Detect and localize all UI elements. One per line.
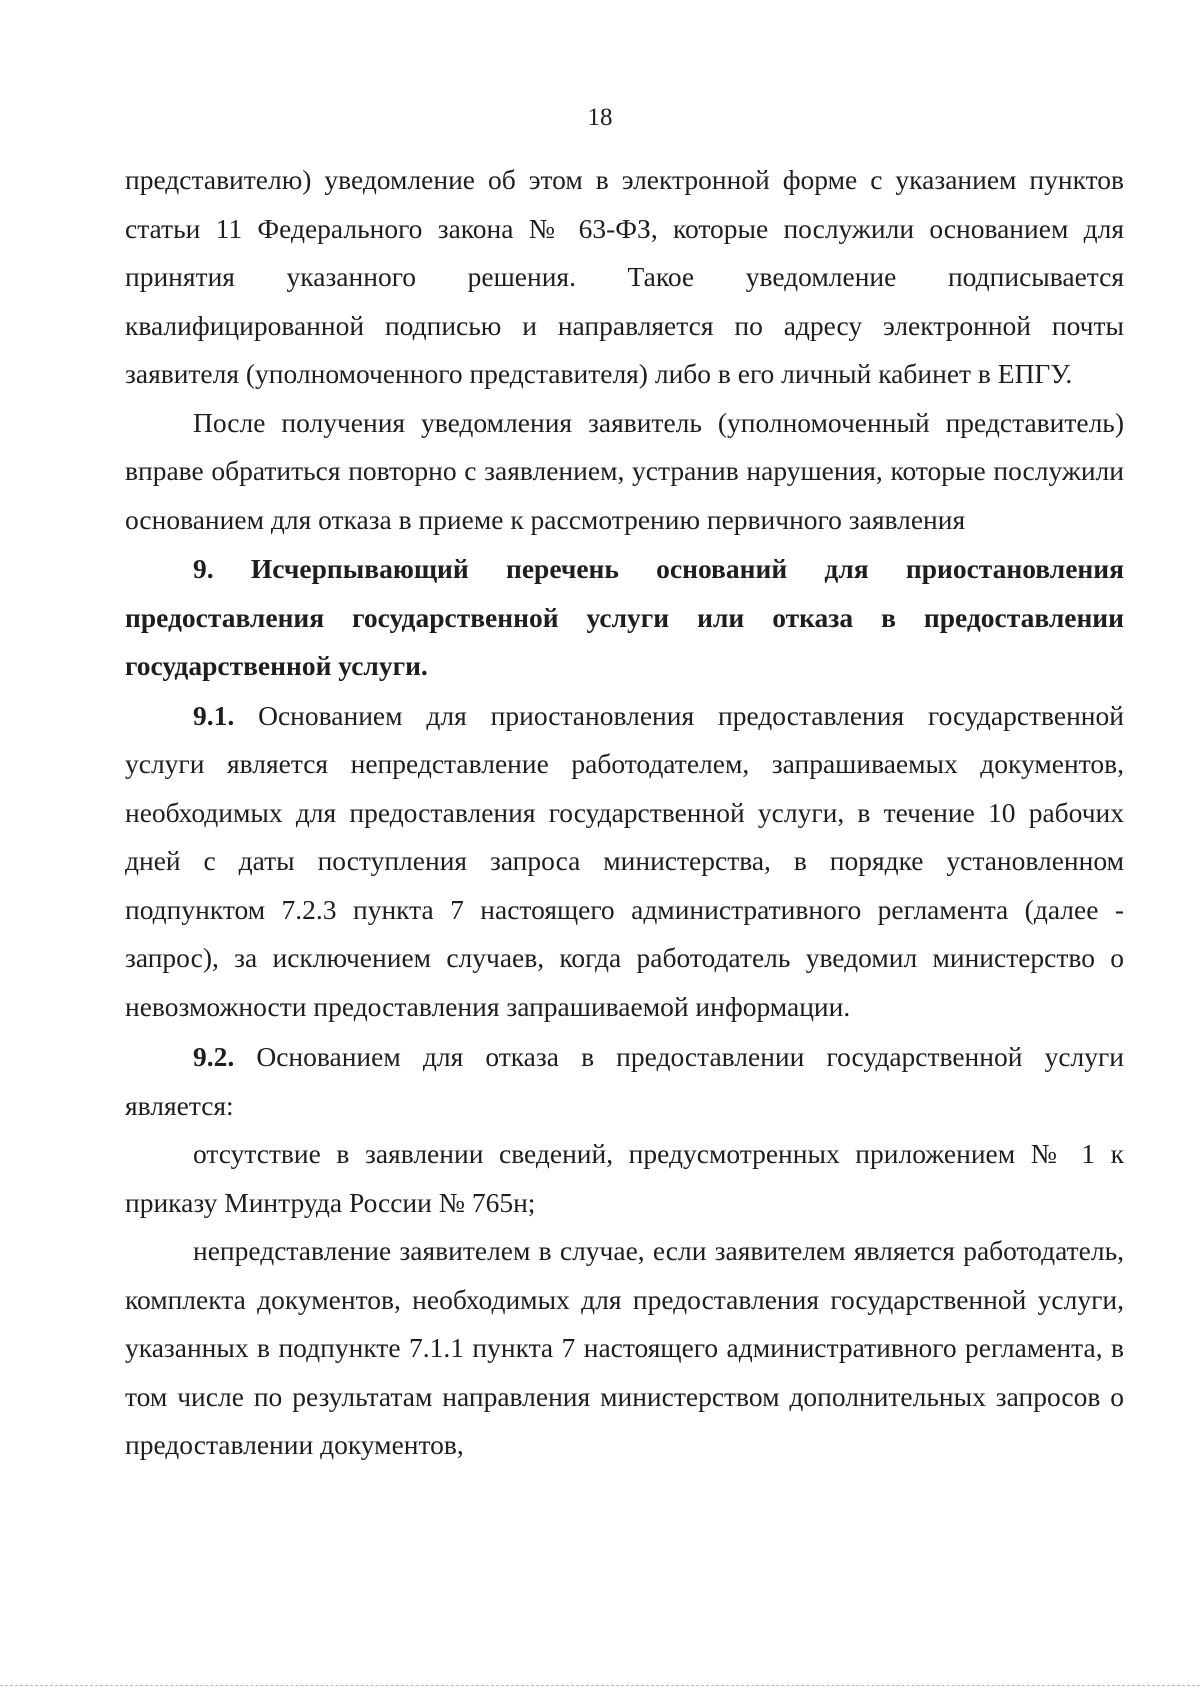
paragraph-continuation: представителю) уведомление об этом в электронной форме с указанием пунктов статьи 11 Федерального закона № 63-ФЗ, которые послужили основанием для принятия указанного решения. Такое уведомление подписывается квалифицированной подписью и направляется по адресу электронной почты заявителя (уполномоченного представителя) либо в его личный кабинет в ЕПГУ. (125, 164, 1124, 389)
list-item-missing-information: отсутствие в заявлении сведений, предусмотренных приложением № 1 к приказу Минтруда России № 765н; (125, 1138, 1124, 1218)
section-text-9-2: Основанием для отказа в предоставлении государственной услуги является: (125, 1041, 1124, 1121)
scan-edge-line (0, 1685, 1200, 1686)
section-number-9-1: 9.1. (193, 699, 235, 731)
section-number-9-2: 9.2. (193, 1041, 235, 1072)
list-item-missing-documents: непредставление заявителем в случае, если заявителем является работодатель, комплекта документов, необходимых для предоставления государственной услуги, указанных в подпункте 7.1.1 пункта 7 настоящего административного регламента, в том числе по результатам направления министерством дополнительных запросов о предоставлении документов, (125, 1235, 1124, 1460)
section-text-9-1: Основанием для приостановления предоставления государственной услуги является непредставление работодателем, запрашиваемых документов, необходимых для предоставления государственной услуги, в течение 10 рабочих дней с даты поступления запроса министерства, в порядке установленном подпунктом 7.2.3 пункта 7 настоящего административного регламента (далее - запрос), за исключением случаев, когда работодатель уведомил министерство о невозможности предоставления запрашиваемой информации. (125, 699, 1124, 1022)
paragraph-resubmission: После получения уведомления заявитель (уполномоченный представитель) вправе обратиться повторно с заявлением, устранив нарушения, которые послужили основанием для отказа в приеме к рассмотрению первичного заявления (125, 406, 1124, 535)
section-heading-9: 9. Исчерпывающий перечень оснований для приостановления предоставления государственной услуги или отказа в предоставлении государственной услуги. (125, 553, 1124, 681)
page-number: 18 (587, 104, 613, 131)
paragraph-9-1 (125, 692, 1124, 1032)
document-body (125, 156, 1124, 1470)
paragraph-9-2 (125, 1033, 1124, 1130)
